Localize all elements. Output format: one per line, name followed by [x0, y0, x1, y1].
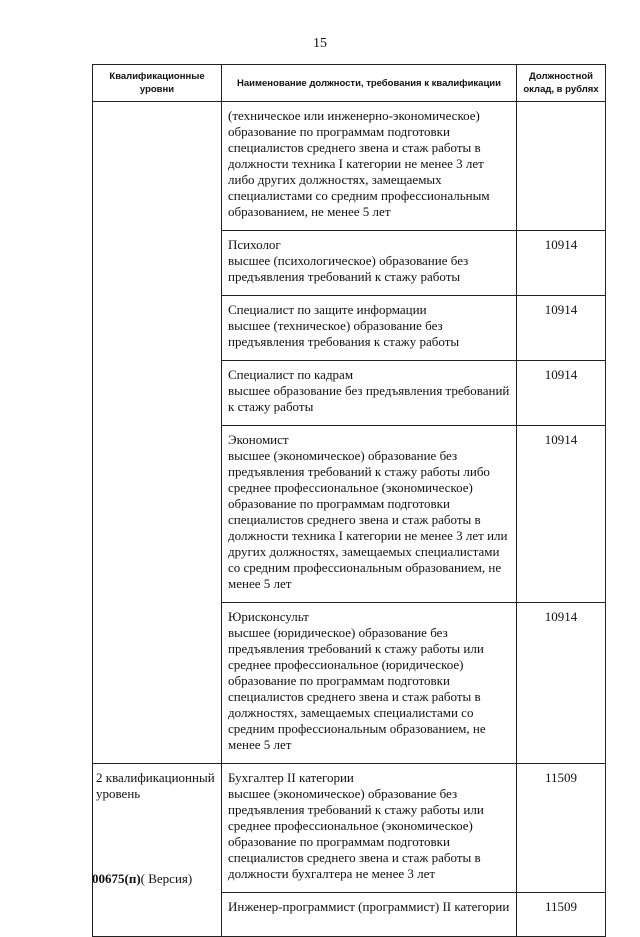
salary-cell: [517, 102, 606, 231]
position-requirements: высшее (экономическое) образование без предъявления требований к стажу работы или среднее профессиональное (экономическое) образование по программам подготовки специалистов среднего звена и стаж работы в должности бухгалтера не менее 3 лет: [228, 786, 484, 881]
position-cell: [222, 603, 517, 764]
position-requirements: высшее (юридическое) образование без предъявления требований к стажу работы или среднее профессиональное (юридическое) образование по программам подготовки специалистов среднего звена и стаж работы в должностях, замещаемых специалистами со средним профессиональным образованием, не менее 5 лет: [228, 625, 486, 752]
header-level: Квалификационные уровни: [93, 65, 222, 102]
position-cell: [222, 764, 517, 893]
salary-cell: 10914: [517, 296, 606, 361]
salary-cell: 10914: [517, 603, 606, 764]
position-cell: [222, 426, 517, 603]
position-title: Бухгалтер II категории: [228, 770, 354, 785]
salary-cell: 10914: [517, 231, 606, 296]
position-title: Экономист: [228, 432, 289, 447]
salary-cell: 11509: [517, 764, 606, 893]
document-version: ( Версия): [140, 871, 193, 886]
position-title: Психолог: [228, 237, 281, 252]
document-code: 00675(п): [92, 871, 141, 886]
position-cell: [222, 296, 517, 361]
header-salary: Должностной оклад, в рублях: [517, 65, 606, 102]
position-title: Специалист по кадрам: [228, 367, 354, 382]
salary-cell: 10914: [517, 426, 606, 603]
position-requirements: (техническое или инженерно-экономическое) образование по программам подготовки специалистов среднего звена и стаж работы в должности техника I категории не менее 3 лет либо других должностях, замещаемых специалистами со средним профессиональным образованием, не менее 5 лет: [228, 108, 490, 219]
position-title: Инженер-программист (программист) II категории: [228, 899, 510, 914]
position-cell: [222, 231, 517, 296]
level-cell: [93, 102, 222, 764]
salary-cell: 11509: [517, 893, 606, 937]
qualification-table: [92, 64, 606, 937]
position-title: Юрисконсульт: [228, 609, 309, 624]
level-cell: 2 квалификационный уровень: [93, 764, 222, 937]
header-position: Наименование должности, требования к квалификации: [222, 65, 517, 102]
page-number: 15: [313, 36, 327, 51]
document-footer: [92, 871, 192, 887]
position-title: Специалист по защите информации: [228, 302, 427, 317]
position-requirements: высшее (техническое) образование без предъявления требования к стажу работы: [228, 318, 460, 349]
position-requirements: высшее образование без предъявления требований к стажу работы: [228, 383, 510, 414]
table-header-row: [93, 65, 606, 102]
position-requirements: высшее (экономическое) образование без предъявления требований к стажу работы либо среднее профессиональное (экономическое) образование по программам подготовки специалистов среднего звена и стаж работы в должности техника I категории не менее 3 лет или других должностях, замещаемых специалистами со средним профессиональным образованием, не менее 5 лет: [228, 448, 508, 591]
position-cell: [222, 893, 517, 937]
salary-cell: 10914: [517, 361, 606, 426]
position-requirements: высшее (психологическое) образование без предъявления требований к стажу работы: [228, 253, 469, 284]
position-cell: [222, 102, 517, 231]
position-cell: [222, 361, 517, 426]
table-row: [93, 102, 606, 231]
